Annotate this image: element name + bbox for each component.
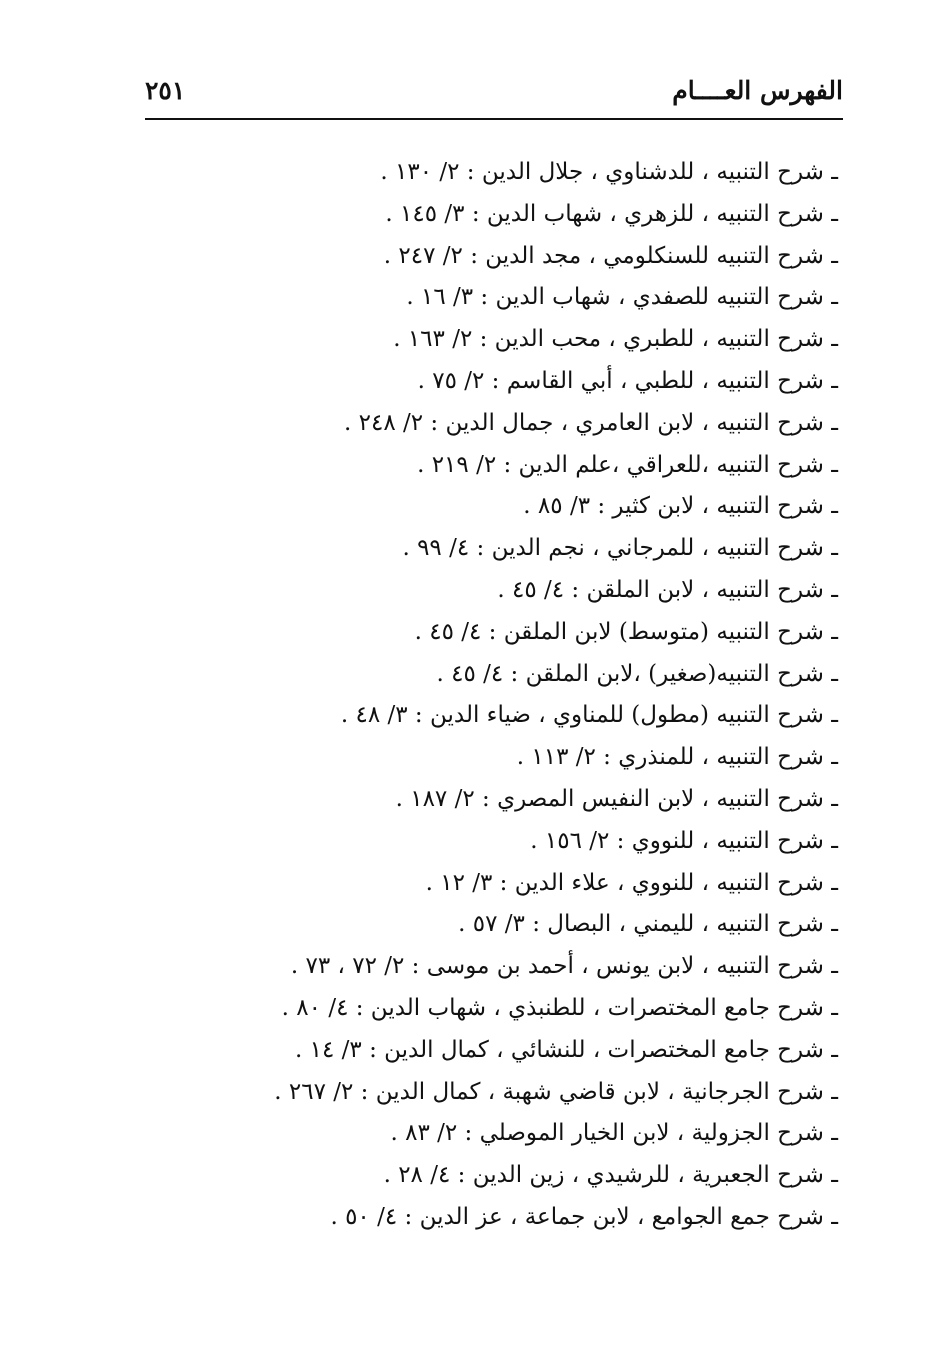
index-entry: ـ شرح جمع الجوامع ، لابن جماعة ، عز الدين : ٤/ ٥٠ . xyxy=(330,1203,838,1230)
index-entry: ـ شرح التنبيه ، لليمني ، البصال : ٣/ ٥٧ . xyxy=(458,911,838,938)
index-entry: ـ شرح التنبيه ، لابن العامري ، جمال الدين : ٢/ ٢٤٨ . xyxy=(343,409,838,436)
index-entry: ـ شرح التنبيه ، للنووي ، علاء الدين : ٣/ ١٢ . xyxy=(425,869,838,896)
index-entry: ـ شرح التنبيه ، للدشناوي ، جلال الدين : ٢/ ١٣٠ . xyxy=(380,159,838,185)
index-entry: ـ شرح جامع المختصرات ، للنشائي ، كمال الدين : ٣/ ١٤ . xyxy=(295,1036,838,1063)
index-entry: ـ شرح التنبيه (متوسط) لابن الملقن : ٤/ ٤٥ . xyxy=(414,618,838,645)
index-entry-list xyxy=(198,152,838,1239)
index-entry: ـ شرح التنبيه ، للنووي : ٢/ ١٥٦ . xyxy=(530,827,838,854)
index-entry: ـ شرح التنبيه للصفدي ، شهاب الدين : ٣/ ١٦ . xyxy=(406,284,838,311)
index-entry: ـ شرح التنبيه ، لابن كثير : ٣/ ٨٥ . xyxy=(523,493,838,520)
index-entry: ـ شرح التنبيه ، للمرجاني ، نجم الدين : ٤/ ٩٩ . xyxy=(402,535,838,562)
index-entry: ـ شرح التنبيه ،للعراقي ،علم الدين : ٢/ ٢١٩ . xyxy=(417,451,838,478)
index-entry: ـ شرح جامع المختصرات ، للطنبذي ، شهاب الدين : ٤/ ٨٠ . xyxy=(281,994,838,1021)
index-entry: ـ شرح التنبيه ، للزهري ، شهاب الدين : ٣/ ١٤٥ . xyxy=(385,200,838,227)
page-number: ٢٥١ xyxy=(145,76,186,105)
index-entry: ـ شرح التنبيه(صغير) ،لابن الملقن : ٤/ ٤٥ . xyxy=(436,660,838,687)
index-entry: ـ شرح الجزولية ، لابن الخيار الموصلي : ٢/ ٨٣ . xyxy=(390,1120,838,1147)
index-entry: ـ شرح التنبيه ، لابن النفيس المصري : ٢/ ١٨٧ . xyxy=(395,785,838,812)
index-entry: ـ شرح التنبيه ، للطبري ، محب الدين : ٢/ ١٦٣ . xyxy=(393,326,838,353)
index-entry: ـ شرح التنبيه ، لابن الملقن : ٤/ ٤٥ . xyxy=(497,576,838,603)
index-entry: ـ شرح التنبيه (مطول) للمناوي ، ضياء الدين : ٣/ ٤٨ . xyxy=(340,702,838,729)
index-entry: ـ شرح الجعبرية ، للرشيدي ، زين الدين : ٤/ ٢٨ . xyxy=(383,1162,838,1189)
index-entry: ـ شرح التنبيه للسنكلومي ، مجد الدين : ٢/ ٢٤٧ . xyxy=(383,242,838,269)
header-rule xyxy=(145,118,843,120)
page-header xyxy=(145,68,843,118)
index-entry: ـ شرح التنبيه ، للطبي ، أبي القاسم : ٢/ ٧٥ . xyxy=(417,367,838,394)
index-entry: ـ شرح الجرجانية ، لابن قاضي شهبة ، كمال الدين : ٢/ ٢٦٧ . xyxy=(274,1078,838,1105)
index-entry: ـ شرح التنبيه ، للمنذري : ٢/ ١١٣ . xyxy=(516,744,838,771)
running-title: الفهرس العــــام xyxy=(672,76,843,105)
index-entry: ـ شرح التنبيه ، لابن يونس ، أحمد بن موسى : ٢/ ٧٢ ، ٧٣ . xyxy=(290,953,838,980)
